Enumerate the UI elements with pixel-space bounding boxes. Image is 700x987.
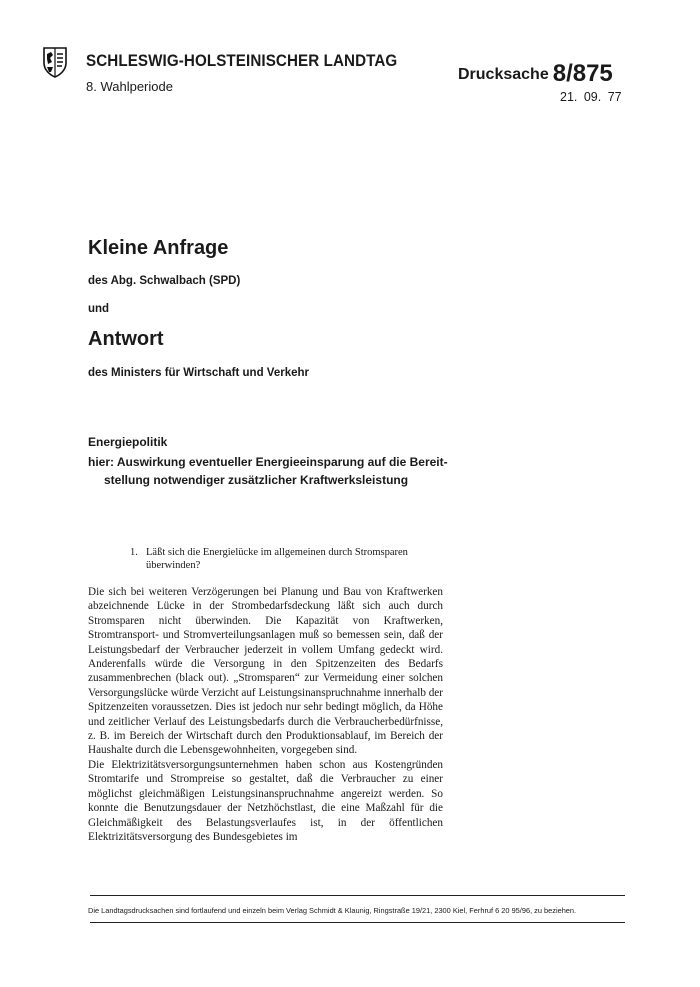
subject-line-1: hier: Auswirkung eventueller Energieeinsparung auf die Bereit-: [88, 455, 448, 469]
coat-of-arms-icon: [42, 46, 68, 78]
subject-line-2: stellung notwendiger zusätzlicher Kraftwerksleistung: [104, 473, 409, 487]
heading-antwort: Antwort: [88, 328, 164, 350]
question-text-line-1: Läßt sich die Energielücke im allgemeinen durch Stromsparen: [146, 547, 408, 558]
question-number: 1.: [130, 547, 138, 558]
organization-name: SCHLESWIG-HOLSTEINISCHER LANDTAG: [86, 52, 398, 70]
document-date: 21. 09. 77: [560, 90, 622, 104]
question-text-line-2: überwinden?: [146, 560, 201, 571]
drucksache-number: 8/875: [552, 60, 613, 87]
subject-topic: Energiepolitik: [88, 435, 168, 449]
heading-kleine-anfrage: Kleine Anfrage: [88, 237, 229, 259]
answer-paragraph-2: Die Elektrizitätsversorgungsunternehmen haben schon aus Kostengründen Stromtarife und Strompreise so gestaltet, daß die Verbraucher zu einer möglichst gleichmäßigen Leistungsinanspruchnahme angereizt werden. So konnte die Benutzungsdauer der Netzhöchstlast, die eine Maßzahl für die Gleichmäßigkeit des Belastungsverlaufes ist, in der öffentlichen Elektrizitätsversorgung des Bundesgebietes im: [88, 759, 443, 844]
und-line: und: [88, 303, 110, 315]
legislative-period: 8. Wahlperiode: [86, 79, 173, 94]
answer-paragraph-1: Die sich bei weiteren Verzögerungen bei Planung und Bau von Kraftwerken abzeichnende Lücke in der Strombedarfsdeckung läßt sich auch durch Stromsparen nicht überwinden. Die Kapazität von Kraftwerken, Stromtransport- und Stromverteilungsanlagen muß so bemessen sein, daß der Leistungsbedarf der Verbraucher jederzeit in vollem Umfang gedeckt wird. Anderenfalls würde die Versorgung in den Spitzenzeiten des Bedarfs zusammenbrechen (black out). „Stromsparen“ zur Vermeidung einer solchen Versorgungslücke würde Verzicht auf Leistungsinanspruchnahme innerhalb der Spitzenzeiten voraussetzen. Dies ist jedoch nur sehr bedingt möglich, da Höhe und zeitlicher Verlauf des Leistungsbedarfs durch die Verbraucherbedürfnisse, z. B. im Bereich der Wirtschaft durch den Produktionsablauf, im Bereich der Haushalte durch die Lebensgewohnheiten, vorgegeben sind.: [88, 586, 443, 757]
minister-line: des Ministers für Wirtschaft und Verkehr: [88, 367, 310, 379]
member-line: des Abg. Schwalbach (SPD): [88, 275, 241, 287]
drucksache-label: Drucksache: [458, 66, 549, 83]
footer-rule-bottom: [90, 922, 625, 923]
footer-rule-top: [90, 895, 625, 896]
document-number: [458, 58, 613, 86]
question-1: [130, 546, 490, 572]
footer-note: Die Landtagsdrucksachen sind fortlaufend und einzeln beim Verlag Schmidt & Klaunig, Ringstraße 19/21, 2300 Kiel, Ferhruf 6 20 95/96, zu beziehen.: [88, 906, 577, 915]
